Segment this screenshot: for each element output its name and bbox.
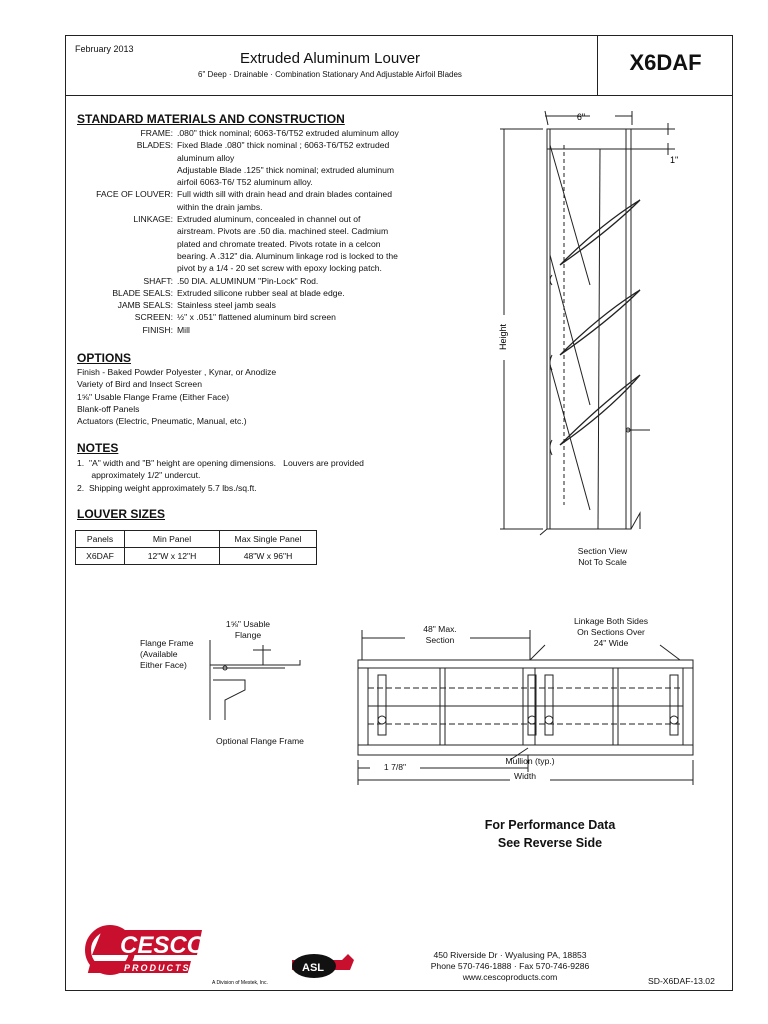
material-label: [75, 152, 177, 164]
material-row: [75, 311, 445, 323]
cesco-logo: [82, 920, 372, 988]
material-row: [75, 287, 445, 299]
material-value: .080" thick nominal; 6063-T6/T52 extruded aluminum alloy: [177, 128, 399, 138]
material-label: [75, 250, 177, 262]
material-value: Extruded aluminum, concealed in channel out of: [177, 214, 361, 225]
flange-usable-label: [208, 619, 288, 641]
linkage-2: On Sections Over: [577, 627, 645, 637]
company-website[interactable]: www.cescoproducts.com: [462, 972, 558, 982]
flange-frame-drawing: [205, 640, 315, 730]
material-value: Mill: [177, 324, 190, 335]
sizes-heading: LOUVER SIZES: [77, 507, 166, 521]
material-value: aluminum alloy: [177, 152, 235, 163]
table-cell: 48"W x 96"H: [220, 548, 317, 565]
page-title: Extruded Aluminum Louver: [239, 50, 421, 67]
material-value: airstream. Pivots are .50 dia. machined steel. Cadmium: [177, 226, 389, 237]
division-text: A Division of Mestek, Inc.: [212, 980, 268, 986]
material-value: ½" x .051" flattened aluminum bird screen: [177, 312, 336, 323]
material-label: FINISH:: [142, 324, 173, 335]
performance-note: [460, 816, 640, 852]
material-label: [75, 176, 177, 188]
material-value: plated and chromate treated. Pivots rotate in a celcon: [177, 238, 381, 249]
list-item: Variety of Bird and Insect Screen: [77, 379, 202, 390]
material-row: [75, 152, 445, 164]
col-min-panel: Min Panel: [125, 531, 220, 548]
performance-line-2: See Reverse Side: [497, 836, 603, 850]
list-item: Blank-off Panels: [77, 403, 140, 414]
material-label: FACE OF LOUVER:: [96, 189, 173, 200]
list-item: Actuators (Electric, Pneumatic, Manual, etc.): [77, 416, 247, 427]
depth-dimension: 6": [576, 112, 586, 122]
material-label: BLADES:: [136, 140, 173, 151]
material-value: Fixed Blade .080" thick nominal ; 6063-T6/T52 extruded: [177, 140, 390, 151]
material-label: SHAFT:: [143, 275, 173, 286]
flange-frame-label: [140, 638, 194, 671]
material-row: [75, 225, 445, 237]
model-code: X6DAF: [629, 50, 702, 75]
list-item: 1⅝" Usable Flange Frame (Either Face): [77, 391, 230, 402]
material-label: [75, 201, 177, 213]
dim-label: 1 7/8": [383, 762, 407, 772]
notes-heading: NOTES: [77, 441, 119, 455]
options-heading: OPTIONS: [77, 351, 132, 365]
material-value: bearing. A .312" dia. Aluminum linkage rod is locked to the: [177, 250, 398, 261]
asl-logo-text: ASL: [302, 962, 324, 974]
material-value: Extruded silicone rubber seal at blade edge.: [177, 287, 345, 298]
material-label: [75, 238, 177, 250]
material-row: [75, 299, 445, 311]
material-value: Stainless steel jamb seals: [177, 300, 276, 311]
max-section-1: 48" Max.: [423, 624, 457, 634]
list-item: Finish - Baked Powder Polyester , Kynar, or Anodize: [77, 367, 277, 377]
list-item: 2. Shipping weight approximately 5.7 lbs./sq.ft.: [77, 482, 257, 493]
flange-frame-3: Either Face): [140, 660, 187, 670]
material-row: [75, 262, 445, 274]
mullion-label: Mullion (typ.): [505, 756, 555, 766]
material-label: [75, 262, 177, 274]
material-label: LINKAGE:: [133, 214, 173, 225]
section-caption-1: Section View: [577, 546, 628, 556]
sizes-table: [75, 530, 317, 565]
material-value: within the drain jambs.: [177, 201, 263, 212]
linkage-3: 24" Wide: [593, 638, 629, 648]
materials-heading: STANDARD MATERIALS AND CONSTRUCTION: [77, 112, 345, 126]
table-cell: X6DAF: [76, 548, 125, 565]
material-row: [75, 201, 445, 213]
flange-frame-1: Flange Frame: [140, 638, 194, 648]
material-row: [75, 164, 445, 176]
flange-frame-2: (Available: [140, 649, 178, 659]
material-value: airfoil 6063-T6/ T52 aluminum alloy.: [177, 177, 313, 188]
performance-line-1: For Performance Data: [484, 818, 616, 832]
material-value: .50 DIA. ALUMINUM "Pin-Lock" Rod.: [177, 275, 319, 286]
materials-list: [75, 127, 445, 336]
linkage-label: [556, 616, 666, 649]
material-label: FRAME:: [140, 128, 173, 138]
material-row: [75, 127, 445, 139]
material-row: [75, 250, 445, 262]
top-dimension: 1": [670, 155, 679, 165]
max-section-2: Section: [425, 635, 455, 645]
material-label: SCREEN:: [134, 312, 173, 323]
notes-list: [77, 457, 437, 494]
col-max-panel: Max Single Panel: [220, 531, 317, 548]
flange-usable-2: Flange: [234, 630, 262, 640]
list-item: 1. "A" width and "B" height are opening dimensions. Louvers are provided: [77, 458, 364, 468]
company-phone: Phone 570-746-1888 · Fax 570-746-9286: [430, 961, 590, 971]
material-row: [75, 324, 445, 336]
company-address-block: [400, 950, 620, 983]
material-row: [75, 213, 445, 225]
flange-caption: Optional Flange Frame: [216, 736, 304, 746]
company-address: 450 Riverside Dr · Wyalusing PA, 18853: [433, 950, 587, 960]
document-id: SD-X6DAF-13.02: [648, 976, 715, 986]
linkage-1: Linkage Both Sides: [573, 616, 649, 626]
section-caption: [560, 546, 645, 568]
material-label: BLADE SEALS:: [112, 287, 173, 298]
section-view-drawing: [490, 105, 690, 535]
material-value: Adjustable Blade .125" thick nominal; extruded aluminum: [177, 164, 395, 175]
material-row: [75, 238, 445, 250]
material-label: JAMB SEALS:: [117, 300, 173, 311]
material-value: Full width sill with drain head and drain blades contained: [177, 189, 392, 200]
flange-usable-1: 1⅝" Usable: [225, 619, 271, 629]
material-row: [75, 139, 445, 151]
list-item: approximately 1/2" undercut.: [77, 470, 201, 481]
width-label: Width: [514, 771, 536, 781]
logo-sub: PRODUCTS: [124, 963, 191, 973]
material-label: [75, 164, 177, 176]
logo-text: CESCO: [120, 932, 206, 959]
height-label: Height: [498, 323, 508, 351]
max-section-label: [405, 624, 475, 646]
material-row: [75, 275, 445, 287]
section-caption-2: Not To Scale: [578, 557, 627, 567]
header-date: February 2013: [75, 44, 134, 54]
options-list: [77, 366, 437, 427]
material-value: pivot by a 1/4 - 20 set screw with epoxy locking patch.: [177, 263, 382, 274]
material-label: [75, 225, 177, 237]
table-cell: 12"W x 12"H: [125, 548, 220, 565]
header-bottom-rule: [65, 95, 733, 96]
material-row: [75, 188, 445, 200]
col-panels: Panels: [76, 531, 125, 548]
page-subtitle: 6" Deep · Drainable · Combination Stationary And Adjustable Airfoil Blades: [198, 70, 462, 79]
material-row: [75, 176, 445, 188]
